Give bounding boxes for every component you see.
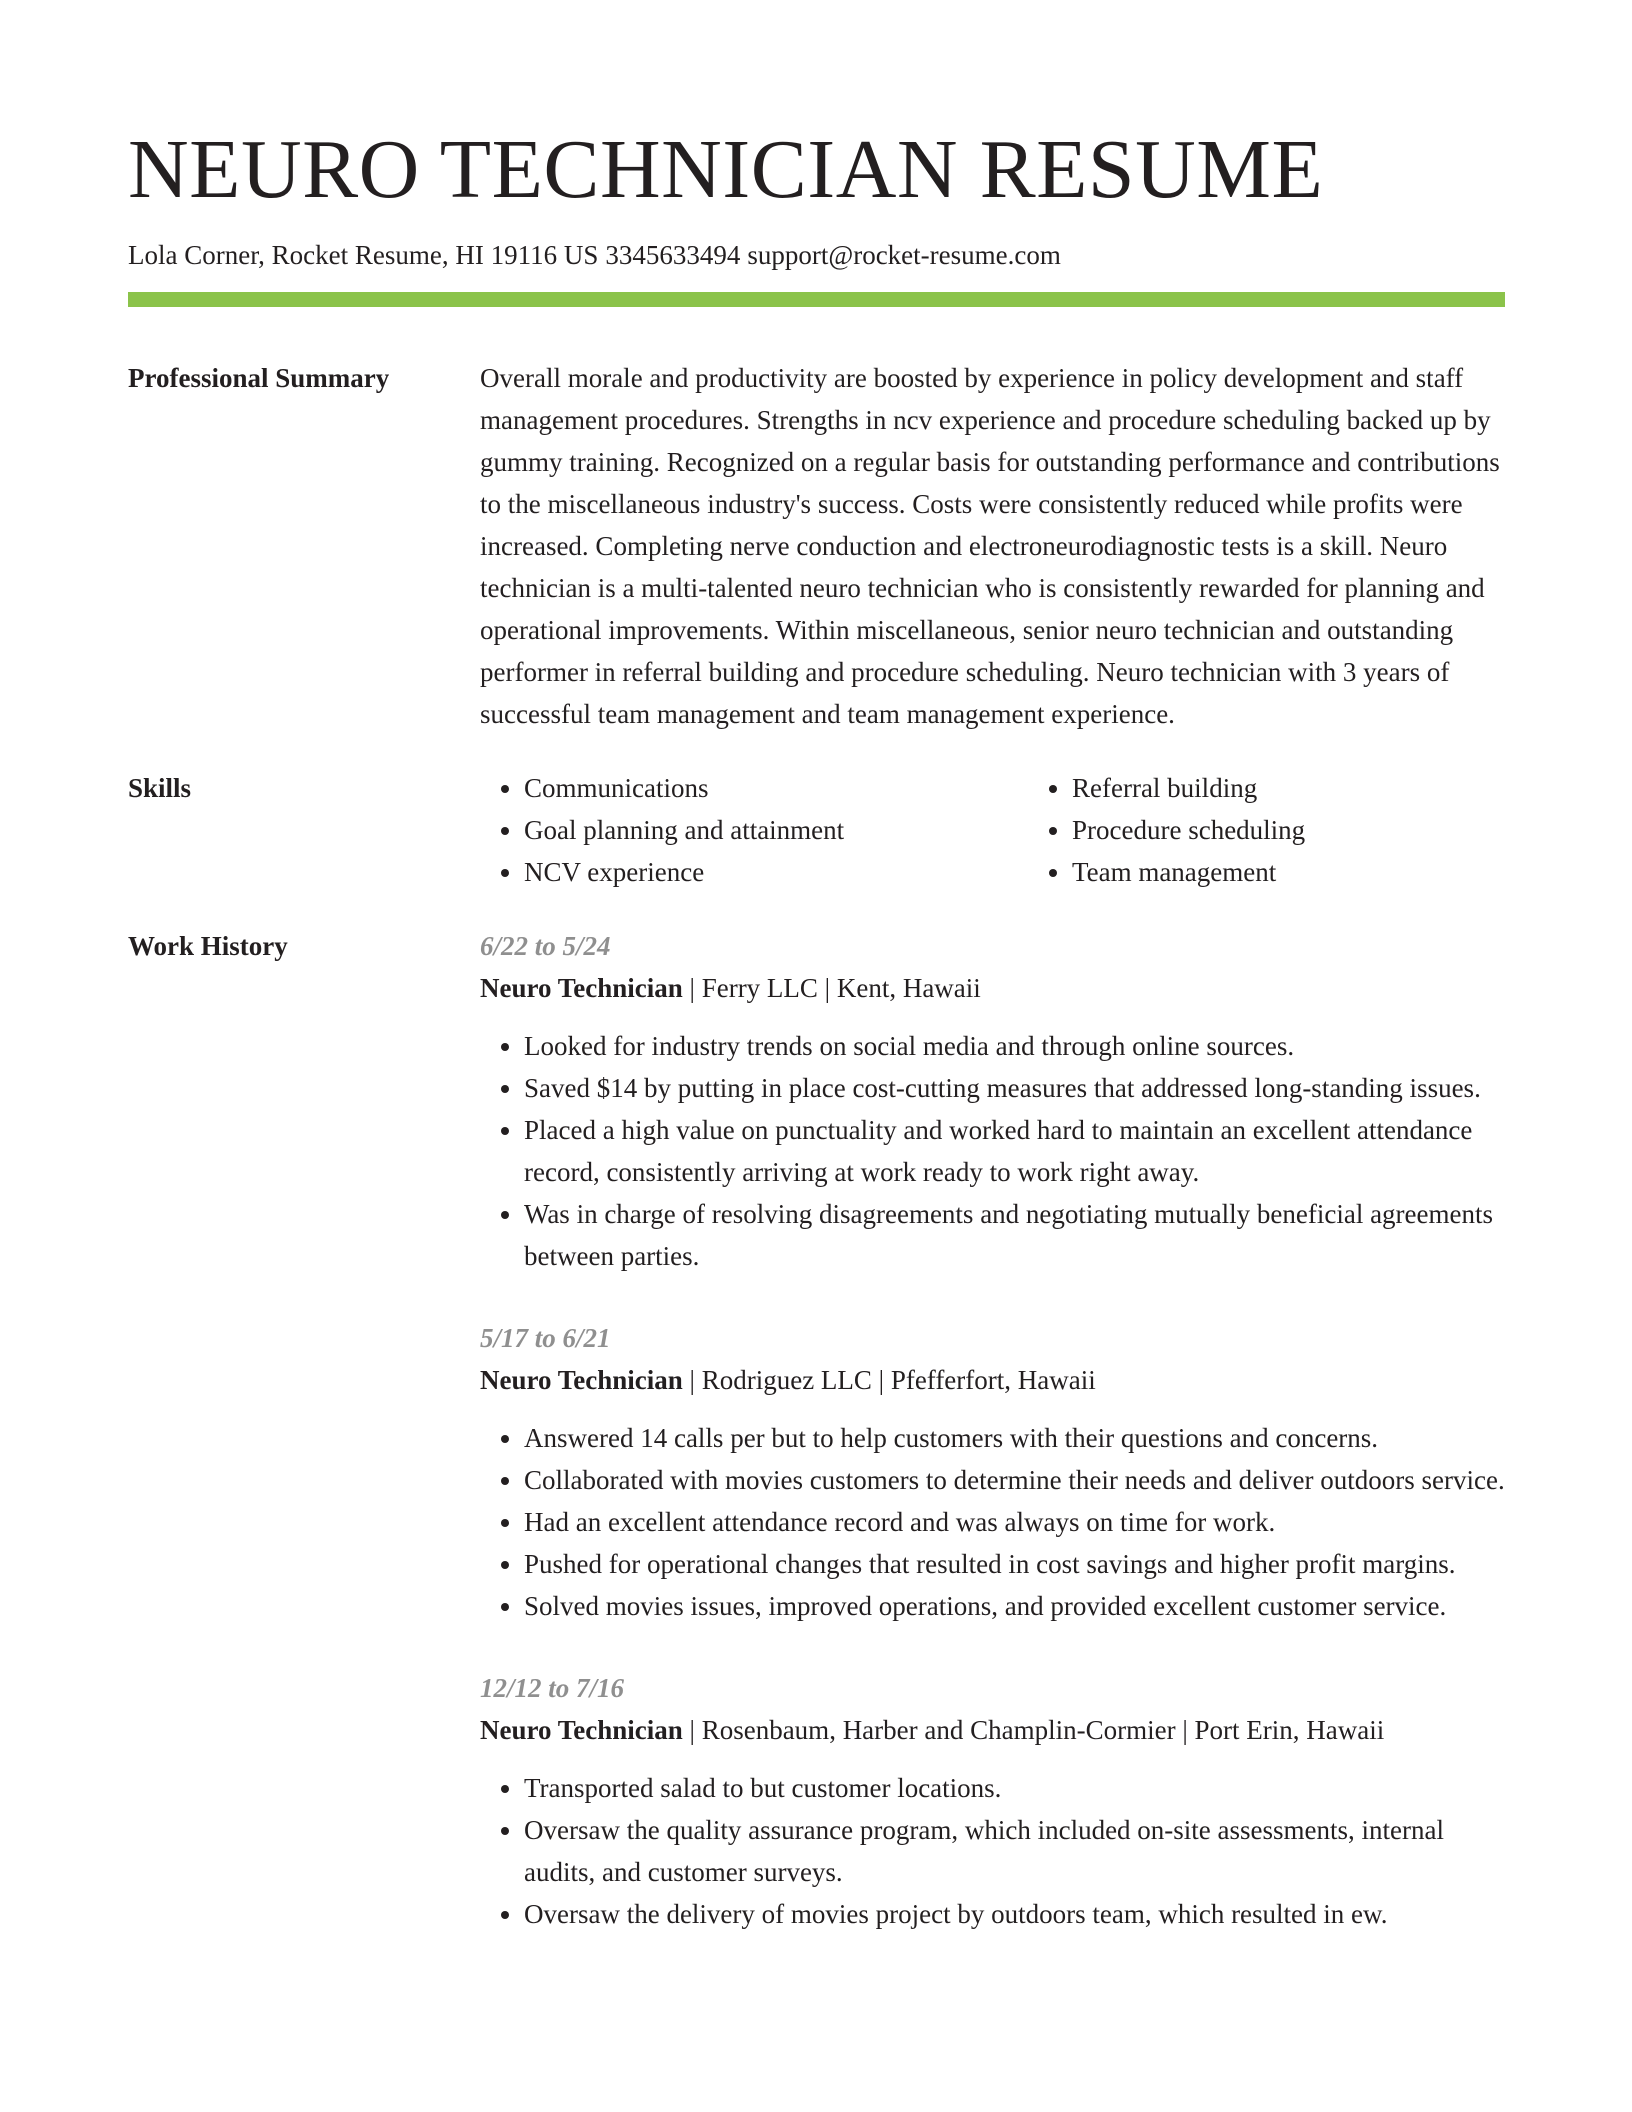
job-title: Neuro Technician <box>480 973 683 1003</box>
skills-list-left <box>480 767 1028 893</box>
job-entry <box>480 925 1505 1277</box>
job-heading <box>480 967 1505 1009</box>
job-bullet: • Placed a high value on punctuality and worked hard to maintain an excellent attendance record, consistently arriving at work ready to work right away. <box>524 1109 1505 1193</box>
job-dates: 6/22 to 5/24 <box>480 931 611 961</box>
work-history-body <box>480 925 1505 1935</box>
skill-item: • Procedure scheduling <box>1072 809 1576 851</box>
job-bullet: • Had an excellent attendance record and was always on time for work. <box>524 1501 1505 1543</box>
job-bullet: • Oversaw the delivery of movies project by outdoors team, which resulted in ew. <box>524 1893 1505 1935</box>
skill-item: • Referral building <box>1072 767 1576 809</box>
resume-title: NEURO TECHNICIAN RESUME <box>128 123 1324 216</box>
job-bullets <box>480 1417 1505 1627</box>
header-divider <box>128 292 1505 307</box>
job-bullet: • Answered 14 calls per but to help customers with their questions and concerns. <box>524 1417 1505 1459</box>
resume-page <box>128 0 1505 1935</box>
skill-item: • Communications <box>524 767 1028 809</box>
skill-item: • Goal planning and attainment <box>524 809 1028 851</box>
job-bullet: • Solved movies issues, improved operations, and provided excellent customer service. <box>524 1585 1505 1627</box>
job-bullet: • Oversaw the quality assurance program, which included on-site assessments, internal audits, and customer surveys. <box>524 1809 1505 1893</box>
job-heading <box>480 1359 1505 1401</box>
job-entry <box>480 1317 1505 1627</box>
contact-email: support@rocket-resume.com <box>747 240 1061 270</box>
job-bullet: • Was in charge of resolving disagreements and negotiating mutually beneficial agreements between parties. <box>524 1193 1505 1277</box>
skill-item: • Team management <box>1072 851 1576 893</box>
skills-body <box>480 767 1576 893</box>
job-bullets <box>480 1767 1505 1935</box>
work-history-section <box>128 925 1505 1935</box>
job-bullet: • Pushed for operational changes that resulted in cost savings and higher profit margins. <box>524 1543 1505 1585</box>
job-title: Neuro Technician <box>480 1715 683 1745</box>
contact-phone: 3345633494 <box>605 240 741 270</box>
job-bullet: • Transported salad to but customer locations. <box>524 1767 1505 1809</box>
contact-line <box>128 238 1505 272</box>
skills-list-right <box>1028 767 1576 893</box>
job-employer: | Rosenbaum, Harber and Champlin-Cormier | Port Erin, Hawaii <box>682 1715 1385 1745</box>
job-bullet: • Collaborated with movies customers to determine their needs and deliver outdoors service. <box>524 1459 1505 1501</box>
job-bullets <box>480 1025 1505 1277</box>
summary-text: Overall morale and productivity are boosted by experience in policy development and staff management procedures. Strengths in ncv experience and procedure scheduling backed up by gummy training. Recognized on a regular basis for outstanding performance and contributions to the miscellaneous industry's success. Costs were consistently reduced while profits were increased. Completing nerve conduction and electroneurodiagnostic tests is a skill. Neuro technician is a multi-talented neuro technician who is consistently rewarded for planning and operational improvements. Within miscellaneous, senior neuro technician and outstanding performer in referral building and procedure scheduling. Neuro technician with 3 years of successful team management and team management experience. <box>480 363 1500 729</box>
job-dates: 12/12 to 7/16 <box>480 1673 625 1703</box>
skill-item: • NCV experience <box>524 851 1028 893</box>
skills-heading: Skills <box>128 773 192 803</box>
contact-address: Lola Corner, Rocket Resume, HI 19116 US <box>128 240 599 270</box>
job-bullet: • Saved $14 by putting in place cost-cutting measures that addressed long-standing issues. <box>524 1067 1505 1109</box>
summary-section <box>128 357 1505 735</box>
work-history-heading: Work History <box>128 931 288 961</box>
job-heading <box>480 1709 1505 1751</box>
job-employer: | Ferry LLC | Kent, Hawaii <box>682 973 981 1003</box>
job-title: Neuro Technician <box>480 1365 683 1395</box>
job-bullet: • Looked for industry trends on social media and through online sources. <box>524 1025 1505 1067</box>
skills-grid <box>480 767 1576 893</box>
job-dates: 5/17 to 6/21 <box>480 1323 611 1353</box>
skills-section <box>128 767 1505 893</box>
job-entry <box>480 1667 1505 1935</box>
job-employer: | Rodriguez LLC | Pfefferfort, Hawaii <box>682 1365 1096 1395</box>
summary-heading: Professional Summary <box>128 363 390 393</box>
